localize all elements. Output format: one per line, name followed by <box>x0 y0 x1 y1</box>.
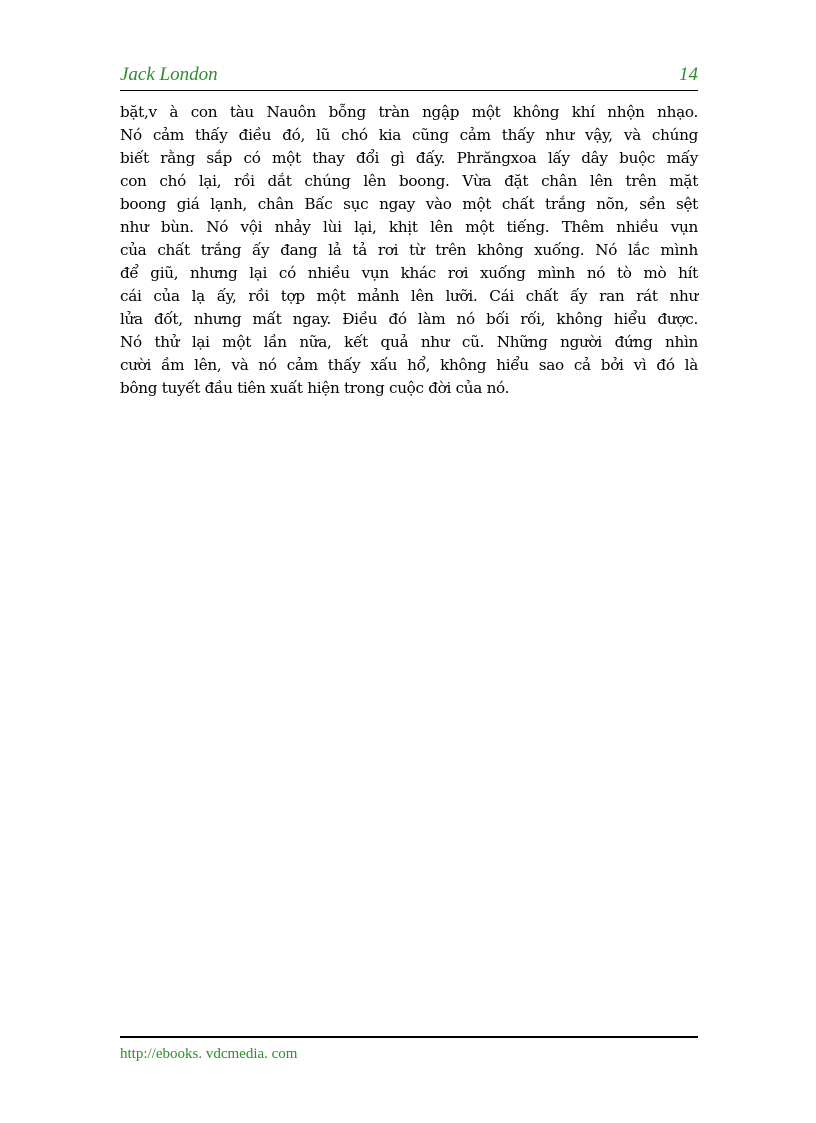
text-line: boong giá lạnh, chân Bấc sục ngay vào một chất trắng nõn, sền sệt <box>120 195 698 213</box>
header-author: Jack London <box>120 64 218 85</box>
page-number: 14 <box>679 64 698 85</box>
text-line: bặt,v à con tàu Nauôn bỗng tràn ngập một không khí nhộn nhạo. <box>120 103 698 121</box>
text-line: của chất trắng ấy đang lả tả rơi từ trên không xuống. Nó lắc mình <box>120 241 698 259</box>
text-line: con chó lại, rồi dắt chúng lên boong. Vừa đặt chân lên trên mặt <box>120 172 698 190</box>
text-line: biết rằng sắp có một thay đổi gì đấy. Phrăngxoa lấy dây buộc mấy <box>120 149 698 167</box>
text-line: cười ầm lên, và nó cảm thấy xấu hổ, không hiểu sao cả bởi vì đó là <box>120 356 698 374</box>
body-paragraph <box>120 101 698 400</box>
footer-divider <box>120 1036 698 1038</box>
text-line: Nó cảm thấy điều đó, lũ chó kia cũng cảm thấy như vậy, và chúng <box>120 126 698 144</box>
text-line: như bùn. Nó vội nhảy lùi lại, khịt lên một tiếng. Thêm nhiều vụn <box>120 218 698 236</box>
text-line: Nó thử lại một lần nữa, kết quả như cũ. Những người đứng nhìn <box>120 333 698 351</box>
text-line: để giũ, nhưng lại có nhiều vụn khác rơi xuống mình nó tò mò hít <box>120 264 698 282</box>
footer-link[interactable]: http://ebooks. vdcmedia. com <box>120 1046 298 1062</box>
page-header <box>120 64 698 91</box>
text-line: lửa đốt, nhưng mất ngay. Điều đó làm nó bối rối, không hiểu được. <box>120 310 698 328</box>
text-line: cái của lạ ấy, rồi tợp một mảnh lên lưỡi. Cái chất ấy ran rát như <box>120 287 698 305</box>
text-line: bông tuyết đầu tiên xuất hiện trong cuộc đời của nó. <box>120 379 510 397</box>
